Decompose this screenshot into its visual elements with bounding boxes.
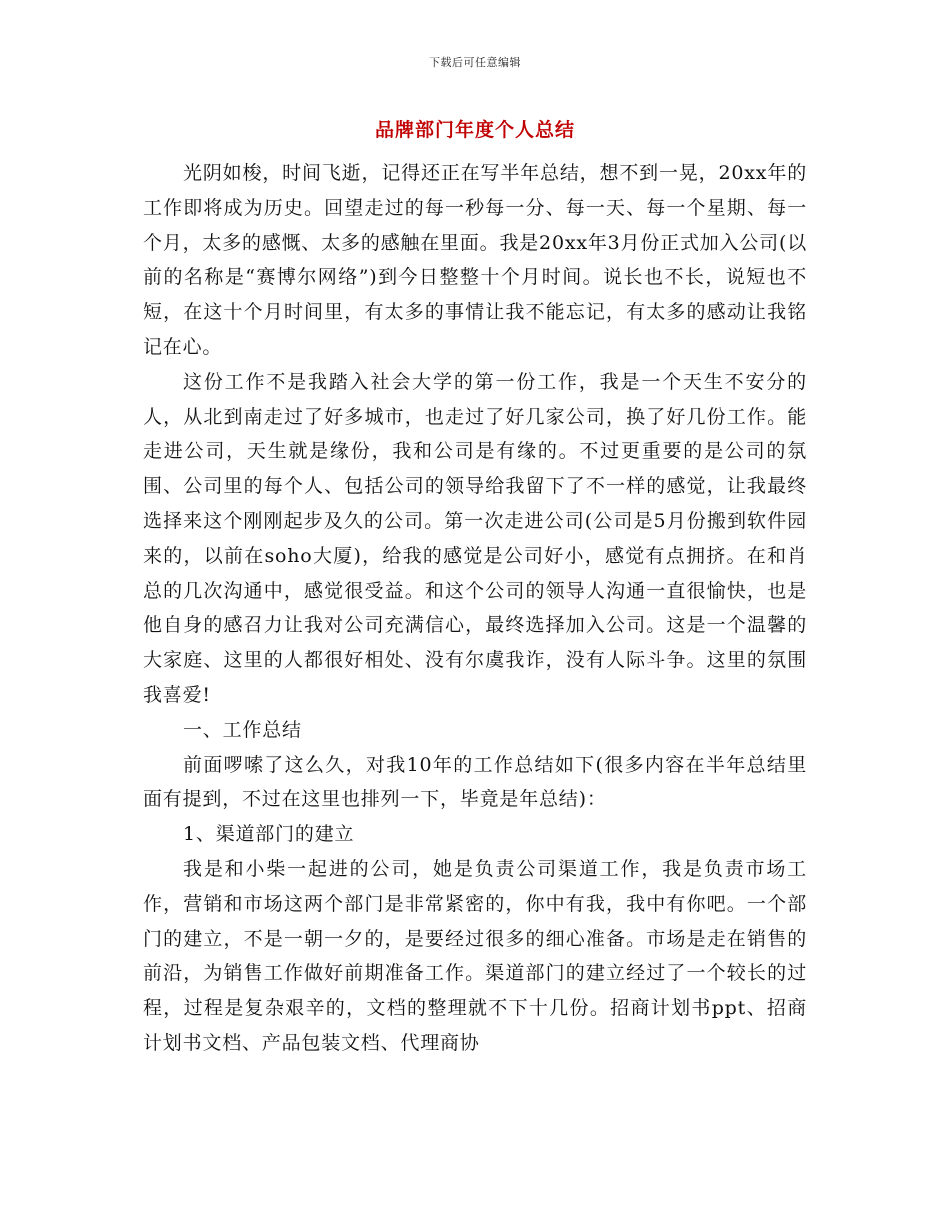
document-body bbox=[143, 156, 807, 1061]
paragraph-company: 这份工作不是我踏入社会大学的第一份工作，我是一个天生不安分的人，从北到南走过了好多城市，也走过了好几家公司，换了好几份工作。能走进公司，天生就是缘份，我和公司是有缘的。不过更重要的是公司的氛围、公司里的每个人、包括公司的领导给我留下了不一样的感觉，让我最终选择来这个刚刚起步及久的公司。第一次走进公司(公司是5月份搬到软件园来的，以前在soho大厦)，给我的感觉是公司好小，感觉有点拥挤。在和肖总的几次沟通中，感觉很受益。和这个公司的领导人沟通一直很愉快，也是他自身的感召力让我对公司充满信心，最终选择加入公司。这是一个温馨的大家庭、这里的人都很好相处、没有尔虞我诈，没有人际斗争。这里的氛围我喜爱! bbox=[143, 370, 807, 706]
paragraph-intro: 光阴如梭，时间飞逝，记得还正在写半年总结，想不到一晃，20xx年的工作即将成为历史。回望走过的每一秒每一分、每一天、每一个星期、每一个月，太多的感慨、太多的感触在里面。我是20xx年3月份正式加入公司(以前的名称是“赛博尔网络”)到今日整整十个月时间。说长也不长，说短也不短，在这十个月时间里，有太多的事情让我不能忘记，有太多的感动让我铭记在心。 bbox=[143, 162, 807, 358]
section-heading-work-summary: 一、工作总结 bbox=[183, 718, 302, 741]
document-title: 品牌部门年度个人总结 bbox=[374, 119, 575, 141]
paragraph-channel-department: 我是和小柴一起进的公司，她是负责公司渠道工作，我是负责市场工作，营销和市场这两个部门是非常紧密的，你中有我，我中有你吧。一个部门的建立，不是一朝一夕的，是要经过很多的细心准备。市场是走在销售的前沿，为销售工作做好前期准备工作。渠道部门的建立经过了一个较长的过程，过程是复杂艰辛的，文档的整理就不下十几份。招商计划书ppt、招商计划书文档、产品包装文档、代理商协 bbox=[143, 857, 807, 1054]
paragraph-summary-intro: 前面啰嗦了这么久，对我10年的工作总结如下(很多内容在半年总结里面有提到，不过在这里也排列一下，毕竟是年总结)： bbox=[143, 753, 807, 811]
header-note: 下载后可任意编辑 bbox=[429, 56, 521, 69]
subheading-channel-department: 1、渠道部门的建立 bbox=[183, 823, 355, 846]
